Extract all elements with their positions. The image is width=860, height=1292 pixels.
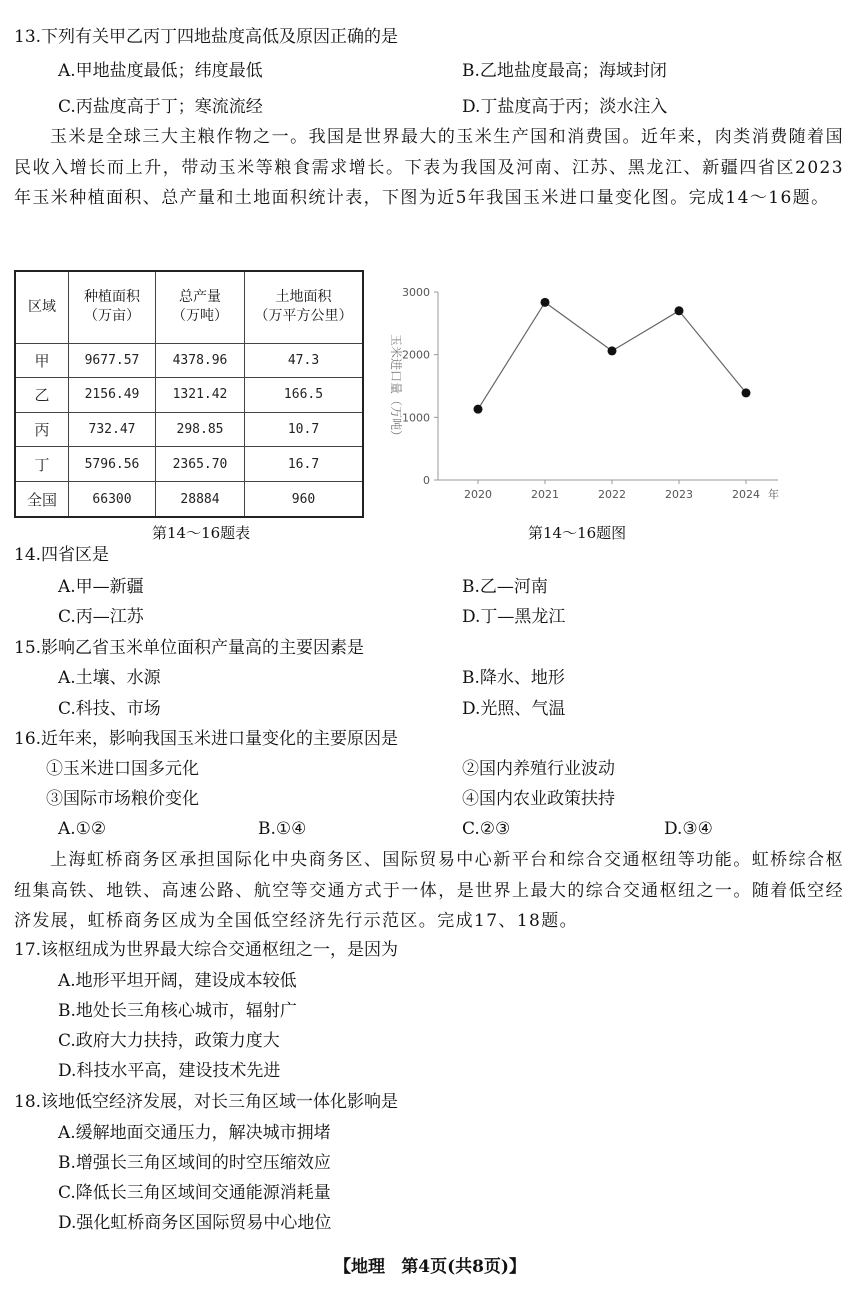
table-cell: 4378.96 <box>156 343 245 378</box>
table-caption: 第14～16题表 <box>152 524 251 542</box>
q13-option-c: C.丙盐度高于丁；寒流流经 <box>58 97 263 117</box>
q16-option-a: A.①② <box>58 819 107 839</box>
q16-item-1: ①玉米进口国多元化 <box>46 759 199 779</box>
table-cell: 960 <box>245 482 364 517</box>
table-cell: 丁 <box>15 447 69 482</box>
chart-x-tick-label: 2023 <box>665 488 693 501</box>
table-header-output: 总产量 （万吨） <box>156 271 245 343</box>
question-15-stem: 15.影响乙省玉米单位面积产量高的主要因素是 <box>14 638 365 658</box>
passage-hongqiao: 上海虹桥商务区承担国际化中央商务区、国际贸易中心新平台和综合交通枢纽等功能。虹桥综合枢纽集高铁、地铁、高速公路、航空等交通方式于一体，是世界上最大的综合交通枢纽之一。随着低空经济发展，虹桥商务区成为全国低空经济先行示范区。完成17、18题。 <box>14 850 844 931</box>
q16-item-4: ④国内农业政策扶持 <box>462 789 615 809</box>
q14-option-d: D.丁—黑龙江 <box>462 607 566 627</box>
chart-data-point <box>608 346 617 355</box>
chart-x-tick-label: 2021 <box>531 488 559 501</box>
chart-x-tick-label: 2024 <box>732 488 760 501</box>
chart-y-tick-label: 0 <box>423 474 430 487</box>
table-header-row <box>15 271 363 343</box>
question-17-stem: 17.该枢纽成为世界最大综合交通枢纽之一，是因为 <box>14 940 399 960</box>
chart-y-tick-label: 1000 <box>402 411 430 425</box>
table-row <box>15 482 363 517</box>
footer-page: 第4页(共8页)】 <box>401 1257 526 1277</box>
q15-option-a: A.土壤、水源 <box>58 668 161 688</box>
table-header-region: 区域 <box>15 271 69 343</box>
q16-item-3: ③国际市场粮价变化 <box>46 789 199 809</box>
chart-data-point <box>541 298 550 307</box>
chart-x-tick-label: 2020 <box>464 488 492 501</box>
chart-series-line <box>478 302 746 409</box>
table-cell: 28884 <box>156 482 245 517</box>
table-header-land: 土地面积 （万平方公里） <box>245 271 364 343</box>
page-footer <box>0 1252 860 1277</box>
q14-option-a: A.甲—新疆 <box>58 577 144 597</box>
question-16-stem: 16.近年来，影响我国玉米进口量变化的主要原因是 <box>14 729 399 749</box>
chart-y-tick-label: 2000 <box>402 348 430 362</box>
chart-y-tick-label: 3000 <box>402 286 430 299</box>
table-cell: 10.7 <box>245 412 364 447</box>
q16-option-b: B.①④ <box>258 819 307 839</box>
chart-x-tick-label: 2022 <box>598 488 626 501</box>
corn-statistics-table <box>14 270 364 518</box>
chart-data-point <box>474 405 483 414</box>
q16-option-d: D.③④ <box>664 819 713 839</box>
q18-option-b: B.增强长三角区域间的时空压缩效应 <box>58 1153 331 1173</box>
q13-option-a: A.甲地盐度最低；纬度最低 <box>58 61 263 81</box>
chart-data-point <box>675 306 684 315</box>
q15-option-c: C.科技、市场 <box>58 699 161 719</box>
footer-subject: 【地理 <box>334 1257 386 1277</box>
table-row <box>15 447 363 482</box>
chart-data-point <box>742 388 751 397</box>
q17-option-d: D.科技水平高，建设技术先进 <box>58 1061 281 1081</box>
corn-import-chart <box>378 278 790 510</box>
q18-option-a: A.缓解地面交通压力，解决城市拥堵 <box>58 1123 331 1143</box>
chart-y-axis-label: 玉米进口量（万吨） <box>389 333 403 443</box>
passage-corn: 玉米是全球三大主粮作物之一。我国是世界最大的玉米生产国和消费国。近年来，肉类消费随着国民收入增长而上升，带动玉米等粮食需求增长。下表为我国及河南、江苏、黑龙江、新疆四省区2023年玉米种植面积、总产量和土地面积统计表，下图为近5年我国玉米进口量变化图。完成14～16题。 <box>14 127 844 208</box>
q14-option-b: B.乙—河南 <box>462 577 548 597</box>
table-cell: 47.3 <box>245 343 364 378</box>
table-cell: 16.7 <box>245 447 364 482</box>
table-header-area: 种植面积 （万亩） <box>69 271 156 343</box>
question-14-stem: 14.四省区是 <box>14 545 110 565</box>
table-cell: 乙 <box>15 378 69 413</box>
table-row <box>15 412 363 447</box>
q16-item-2: ②国内养殖行业波动 <box>462 759 615 779</box>
table-cell: 9677.57 <box>69 343 156 378</box>
table-cell: 全国 <box>15 482 69 517</box>
q17-option-c: C.政府大力扶持，政策力度大 <box>58 1031 280 1051</box>
q15-option-d: D.光照、气温 <box>462 699 566 719</box>
table-cell: 5796.56 <box>69 447 156 482</box>
q15-option-b: B.降水、地形 <box>462 668 565 688</box>
table-cell: 66300 <box>69 482 156 517</box>
question-13-stem: 13.下列有关甲乙丙丁四地盐度高低及原因正确的是 <box>14 27 399 47</box>
table-cell: 2156.49 <box>69 378 156 413</box>
chart-x-unit-label: 年 <box>768 488 779 501</box>
q13-option-d: D.丁盐度高于丙；淡水注入 <box>462 97 668 117</box>
table-cell: 732.47 <box>69 412 156 447</box>
table-cell: 1321.42 <box>156 378 245 413</box>
table-cell: 166.5 <box>245 378 364 413</box>
chart-caption: 第14～16题图 <box>528 524 627 542</box>
table-cell: 甲 <box>15 343 69 378</box>
question-18-stem: 18.该地低空经济发展，对长三角区域一体化影响是 <box>14 1092 399 1112</box>
q18-option-c: C.降低长三角区域间交通能源消耗量 <box>58 1183 331 1203</box>
table-cell: 298.85 <box>156 412 245 447</box>
q17-option-a: A.地形平坦开阔，建设成本较低 <box>58 971 297 991</box>
table-cell: 2365.70 <box>156 447 245 482</box>
table-row <box>15 343 363 378</box>
table-cell: 丙 <box>15 412 69 447</box>
q13-option-b: B.乙地盐度最高；海域封闭 <box>462 61 667 81</box>
q17-option-b: B.地处长三角核心城市，辐射广 <box>58 1001 297 1021</box>
q16-option-c: C.②③ <box>462 819 511 839</box>
q14-option-c: C.丙—江苏 <box>58 607 144 627</box>
table-row <box>15 378 363 413</box>
q18-option-d: D.强化虹桥商务区国际贸易中心地位 <box>58 1213 332 1233</box>
